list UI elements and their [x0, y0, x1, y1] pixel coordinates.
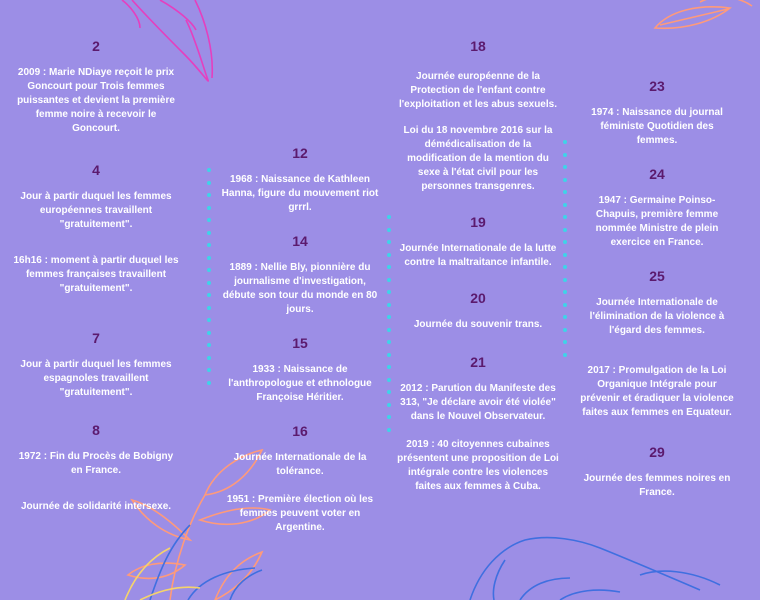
- dotted-separator-1: [207, 168, 213, 393]
- event-14-a: 1889 : Nellie Bly, pionnière du journalisme d'investigation, débute son tour du monde en 80 jours.: [222, 262, 378, 315]
- day-14: 14: [292, 233, 308, 249]
- day-23: 23: [649, 78, 665, 94]
- day-4: 4: [92, 162, 100, 178]
- column-1: [12, 38, 180, 526]
- day-18: 18: [470, 38, 486, 54]
- event-16-b: 1951 : Première élection où les femmes peuvent voter en Argentine.: [226, 494, 374, 533]
- event-12-a: 1968 : Naissance de Kathleen Hanna, figure du mouvement riot grrrl.: [221, 174, 379, 213]
- day-19: 19: [470, 214, 486, 230]
- dotted-separator-3: [563, 140, 569, 365]
- column-4: [580, 78, 734, 512]
- event-15-a: 1933 : Naissance de l'anthropologue et ethnologue Françoise Héritier.: [228, 364, 372, 403]
- plant-sketch-bottom-yellow: [125, 548, 200, 600]
- event-23-a: 1974 : Naissance du journal féministe Quotidien des femmes.: [591, 107, 723, 146]
- day-8: 8: [92, 422, 100, 438]
- hand-sketch-bottom: [470, 538, 720, 600]
- day-20: 20: [470, 290, 486, 306]
- dotted-separator-2: [387, 215, 393, 440]
- event-2-a: 2009 : Marie NDiaye reçoit le prix Goncourt pour Trois femmes puissantes et devient la première femme noire à recevoir le Goncourt.: [17, 67, 175, 134]
- event-25-b: 2017 : Promulgation de la Loi Organique Intégrale pour prévenir et éradiquer la violence faites aux femmes en Equateur.: [580, 365, 734, 418]
- day-24: 24: [649, 166, 665, 182]
- leaf-sketch-topright: [655, 0, 752, 28]
- event-4-b: 16h16 : moment à partir duquel les femmes françaises travaillent "gratuitement".: [13, 255, 179, 294]
- event-19-a: Journée Internationale de la lutte contre la maltraitance infantile.: [399, 243, 557, 268]
- event-21-a: 2012 : Parution du Manifeste des 313, "Je déclare avoir été violée" dans le Nouvel Observateur.: [400, 383, 556, 422]
- event-18-b: Loi du 18 novembre 2016 sur la démédicalisation de la modification de la mention du sexe à l'état civil pour les personnes transgenres.: [403, 125, 553, 192]
- day-7: 7: [92, 330, 100, 346]
- day-21: 21: [470, 354, 486, 370]
- event-21-b: 2019 : 40 citoyennes cubaines présentent une proposition de Loi intégrale contre les violences faites aux femmes à Cuba.: [397, 439, 559, 492]
- event-20-a: Journée du souvenir trans.: [413, 319, 543, 330]
- event-24-a: 1947 : Germaine Poinso-Chapuis, première femme nommée Ministre de plein exercice en France.: [595, 195, 719, 248]
- column-2: [220, 145, 380, 547]
- day-2: 2: [92, 38, 100, 54]
- event-8-b: Journée de solidarité intersexe.: [20, 501, 172, 512]
- event-25-a: Journée Internationale de l'élimination de la violence à l'égard des femmes.: [589, 297, 725, 336]
- event-7-a: Jour à partir duquel les femmes espagnoles travaillent "gratuitement".: [20, 359, 172, 398]
- event-29-a: Journée des femmes noires en France.: [583, 473, 731, 498]
- event-18-a: Journée européenne de la Protection de l'enfant contre l'exploitation et les abus sexuels.: [399, 71, 557, 110]
- day-16: 16: [292, 423, 308, 439]
- event-8-a: 1972 : Fin du Procès de Bobigny en France.: [18, 451, 174, 476]
- day-25: 25: [649, 268, 665, 284]
- day-15: 15: [292, 335, 308, 351]
- column-3: [397, 38, 559, 506]
- day-12: 12: [292, 145, 308, 161]
- event-16-a: Journée Internationale de la tolérance.: [233, 452, 367, 477]
- event-4-a: Jour à partir duquel les femmes européennes travaillent "gratuitement".: [20, 191, 172, 230]
- day-29: 29: [649, 444, 665, 460]
